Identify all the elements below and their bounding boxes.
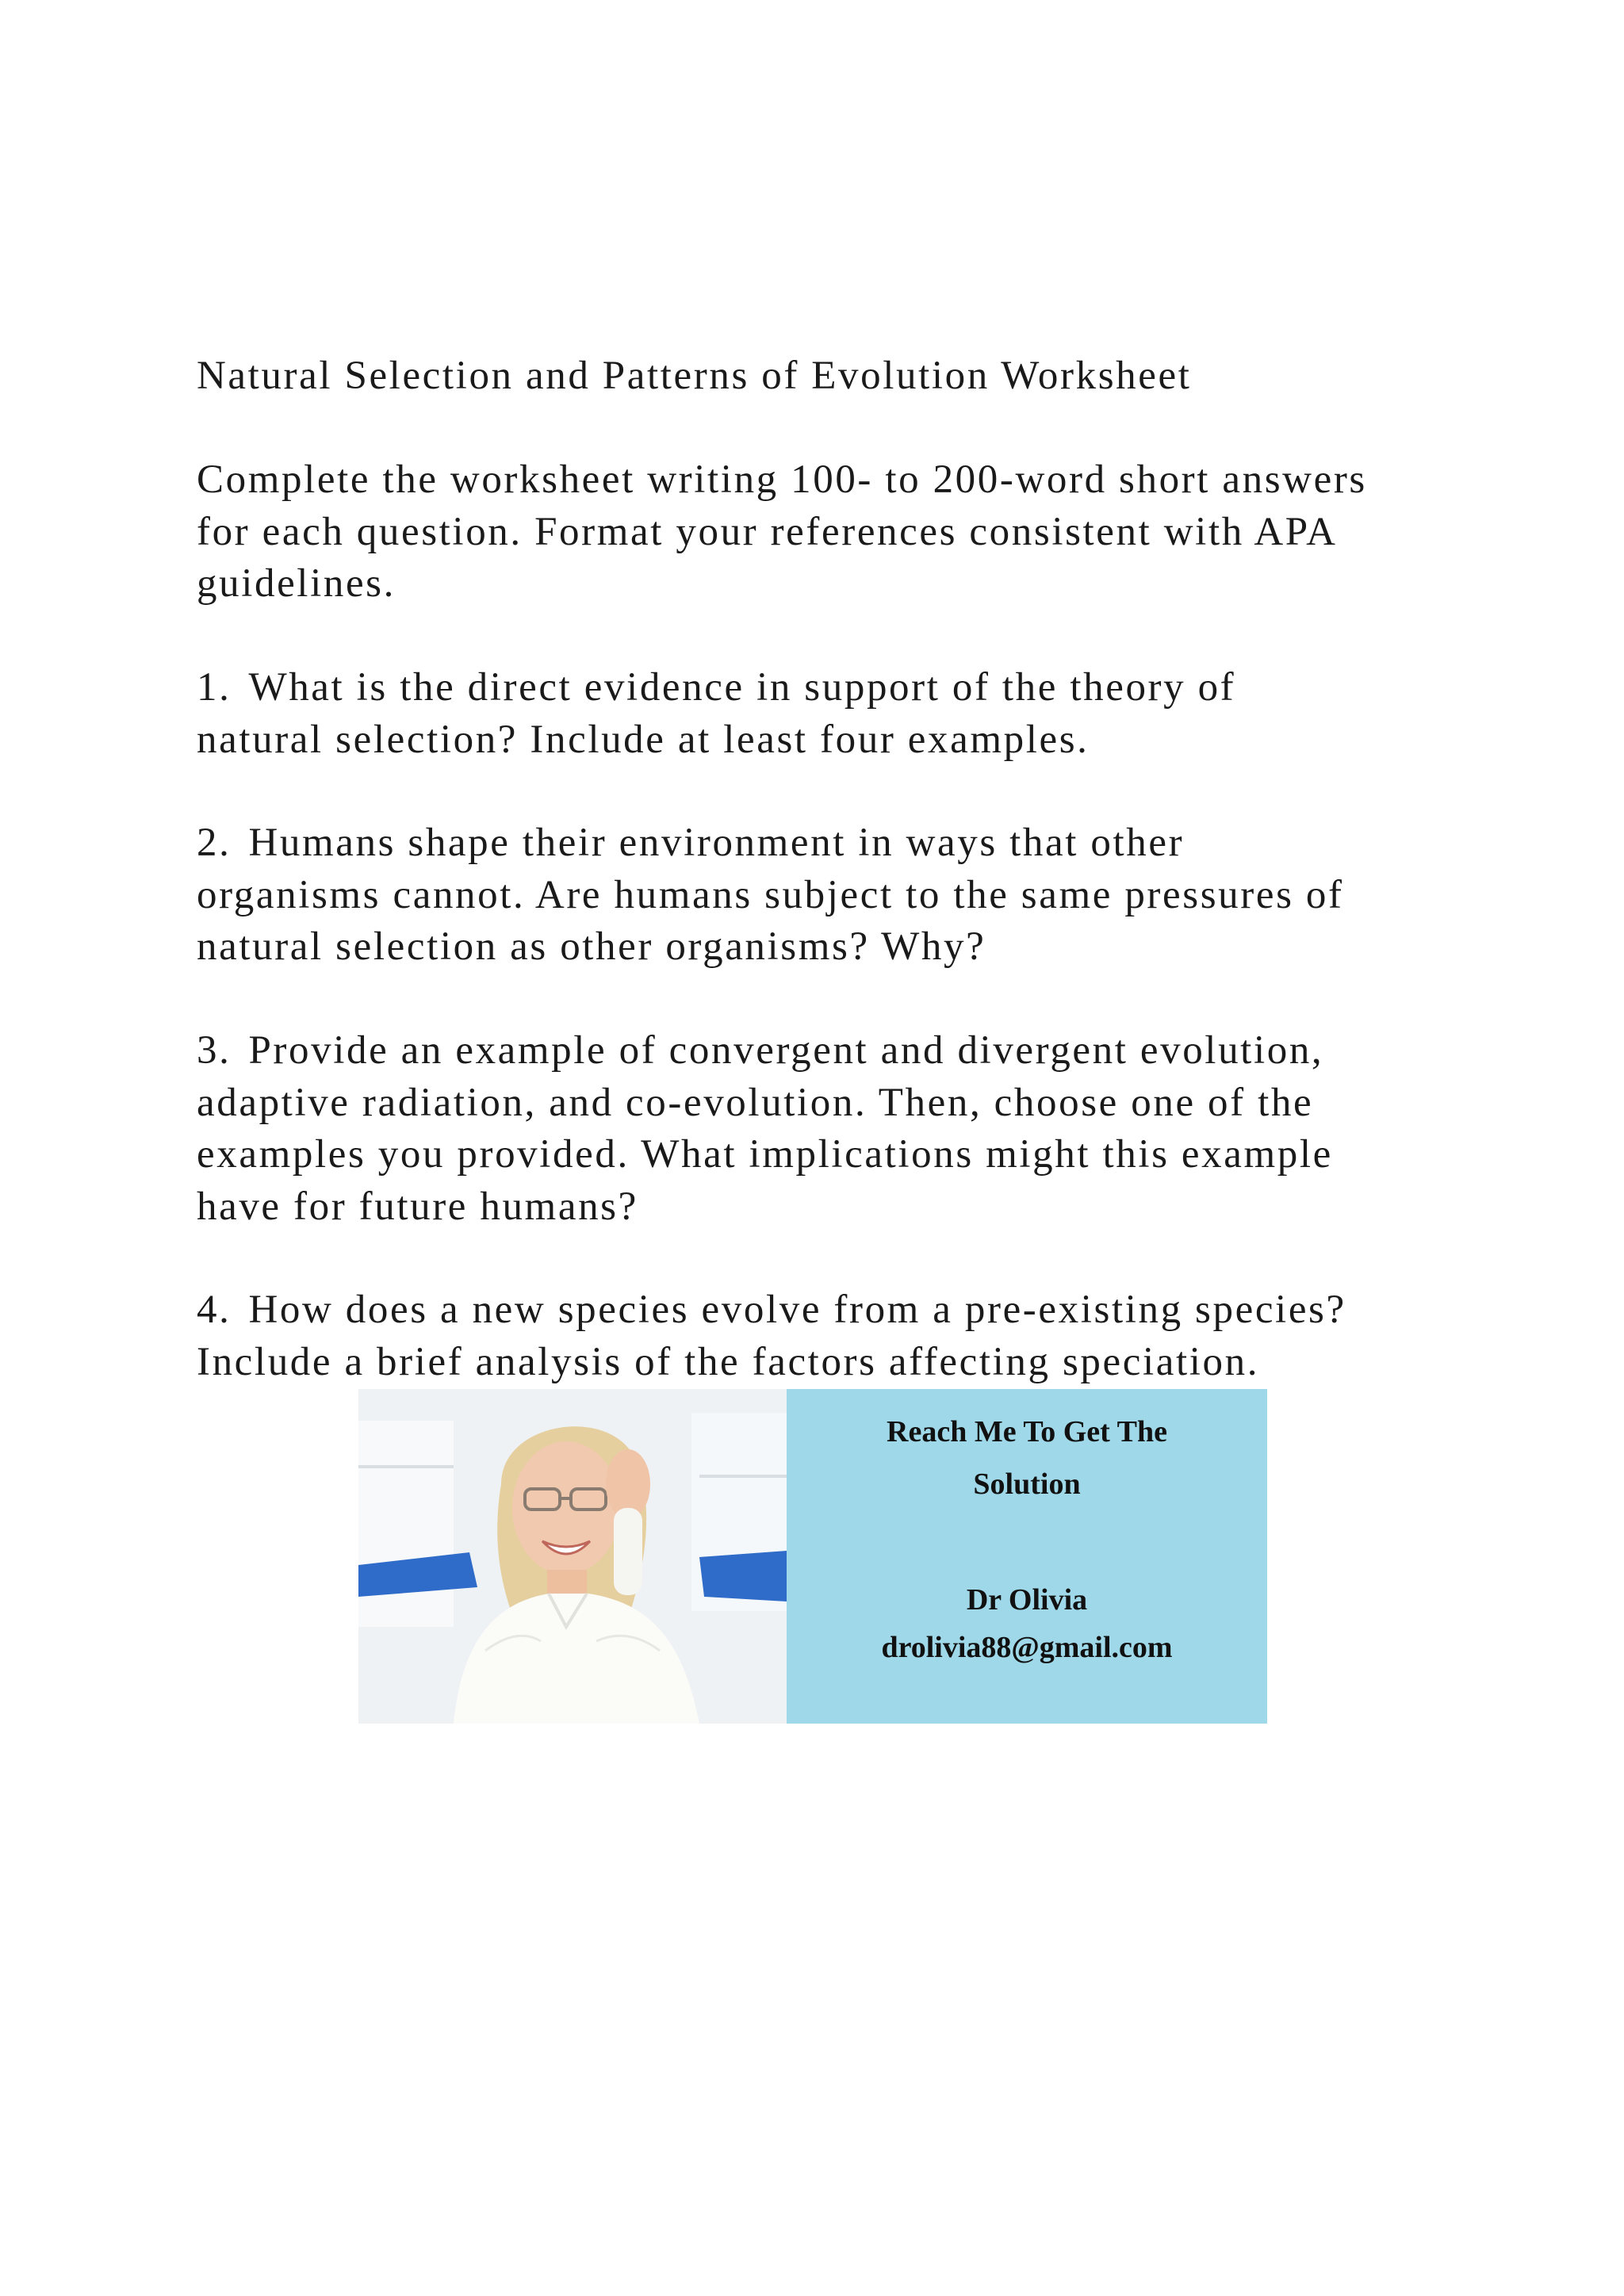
question-line: adaptive radiation, and co-evolution. Then, choose one of the [197,1080,1314,1125]
question-line: natural selection as other organisms? Why? [197,924,986,969]
question-line: examples you provided. What implications might this example [197,1132,1333,1177]
instructions-line: for each question. Format your references consistent with APA [197,509,1338,554]
question-line: natural selection? Include at least four examples. [197,717,1090,762]
call-to-action-line: Reach Me To Get The [887,1415,1167,1448]
question-number: 2. [197,821,232,865]
instructions-line: Complete the worksheet writing 100- to 200-word short answers [197,457,1367,502]
question-line: organisms cannot. Are humans subject to the same pressures of [197,872,1344,917]
question-line: Provide an example of convergent and divergent evolution, [248,1028,1324,1073]
question-number: 1. [197,665,232,710]
question-line: How does a new species evolve from a pre-existing species? [248,1288,1346,1332]
title-text: Natural Selection and Patterns of Evolution Worksheet [197,354,1192,398]
tutor-photo [358,1389,787,1724]
question-number: 3. [197,1028,232,1073]
worksheet-instructions [197,454,1450,610]
contact-email[interactable]: drolivia88@gmail.com [881,1631,1173,1664]
tutor-name: Dr Olivia [966,1583,1088,1617]
instructions-line: guidelines. [197,561,396,606]
question-line: Include a brief analysis of the factors affecting speciation. [197,1339,1260,1384]
question-line: have for future humans? [197,1184,638,1229]
question-4 [197,1284,1450,1388]
question-1 [197,662,1450,766]
worksheet-title [197,350,1450,403]
call-to-action-line: Solution [973,1468,1081,1501]
woman-photo-illustration [358,1389,787,1724]
contact-banner[interactable] [358,1389,1267,1724]
question-line: What is the direct evidence in support of the theory of [248,665,1236,710]
question-line: Humans shape their environment in ways that other [248,821,1185,865]
question-3 [197,1025,1450,1233]
question-2 [197,817,1450,974]
contact-panel [787,1389,1267,1724]
question-number: 4. [197,1288,232,1332]
